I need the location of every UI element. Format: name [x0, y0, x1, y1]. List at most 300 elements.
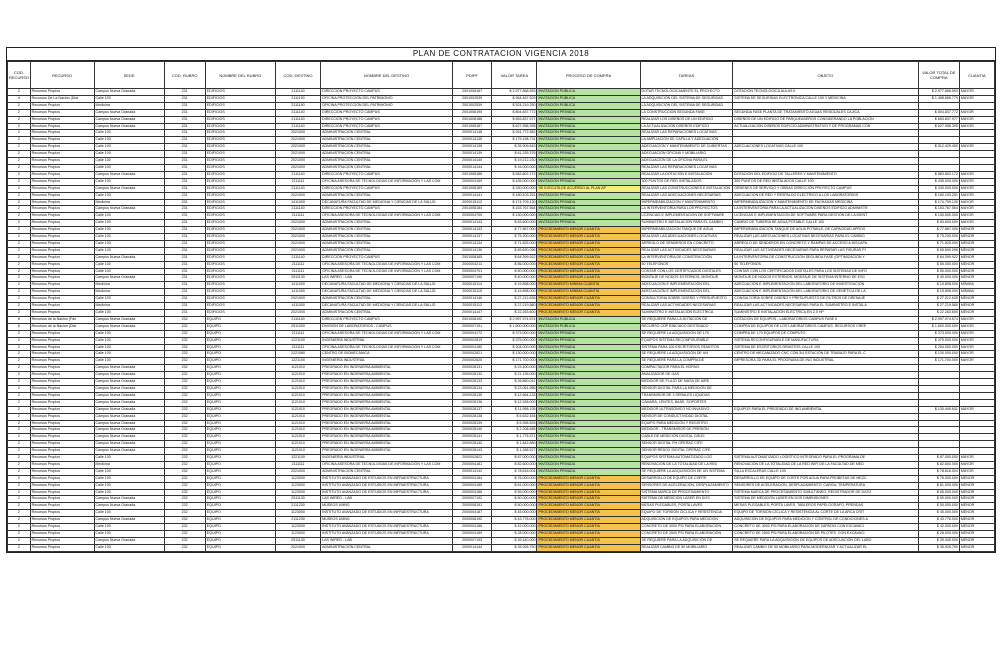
cell-nombre-rubro[interactable]: EQUIPO — [205, 455, 275, 462]
cell-sede[interactable]: Calle 100 — [94, 544, 164, 551]
cell-cod-recurso[interactable]: 2 — [8, 282, 31, 289]
cell-valor-tarea[interactable]: $ 1.842.880 — [492, 441, 537, 448]
cell-cuantia[interactable]: MENOR — [959, 482, 994, 489]
cell-pdipf[interactable]: 2000014147 — [453, 310, 492, 317]
cell-valor-tarea[interactable]: $ 39.440.000 — [492, 537, 537, 544]
cell-valor-tarea[interactable]: $ 87.000.000 — [492, 455, 537, 462]
cell-cod-destino[interactable]: 2111111 — [275, 268, 320, 275]
cell-tareas[interactable]: SUMINISTRO E INSTALACIÓN ELÉCTRICA — [640, 310, 733, 317]
cell-proceso-compra[interactable]: INVITACIÓN PRIVADA — [537, 158, 640, 165]
cell-valor-tarea[interactable]: $ 2.977.868.553 — [492, 89, 537, 96]
cell-nombre-destino[interactable]: ADMINISTRACIÓN CENTRAL — [321, 468, 453, 475]
cell-proceso-compra[interactable]: INVITACIÓN PRIVADA — [537, 171, 640, 178]
cell-valor-total[interactable] — [918, 130, 959, 137]
cell-valor-total[interactable]: $ 87.000.000 — [918, 455, 959, 462]
cell-cuantia[interactable]: MENOR — [959, 247, 994, 254]
cell-cod-recurso[interactable]: 2 — [8, 254, 31, 261]
cell-valor-total[interactable] — [918, 385, 959, 392]
cell-proceso-compra[interactable]: PROCEDIMIENTO MENOR CUANTÍA — [537, 303, 640, 310]
cell-cod-rubro[interactable]: 231 — [164, 95, 205, 102]
cell-tareas[interactable]: REALIZAR LAS CONSTRUCCIONES E INSTALACIÓN — [640, 185, 733, 192]
cell-cod-rubro[interactable]: 231 — [164, 192, 205, 199]
cell-valor-total[interactable]: $ 19.898.000 — [918, 289, 959, 296]
cell-nombre-rubro[interactable]: EQUIPO — [205, 344, 275, 351]
cell-nombre-rubro[interactable]: EDIFICIOS — [205, 151, 275, 158]
cell-cuantia[interactable]: MAYOR — [959, 406, 994, 413]
cell-proceso-compra[interactable]: INVITACIÓN PRIVADA — [537, 406, 640, 413]
cell-cod-recurso[interactable]: 2 — [8, 151, 31, 158]
cell-nombre-destino[interactable]: PREGRADO EN INGENIERÍA AMBIENTAL — [321, 365, 453, 372]
cell-cod-rubro[interactable]: 231 — [164, 254, 205, 261]
cell-tareas[interactable]: LA ACTUALIZACIÓN DISEÑOS EDIFICIO — [640, 123, 733, 130]
cell-proceso-compra[interactable]: INVITACIÓN PRIVADA — [537, 213, 640, 220]
cell-sede[interactable]: Calle 100 — [94, 192, 164, 199]
cell-pdipf[interactable]: 2000028136 — [453, 399, 492, 406]
cell-proceso-compra[interactable]: INVITACIÓN PRIVADA — [537, 164, 640, 171]
cell-objeto[interactable]: LICENCIAS E IMPLEMENTACIÓN DE SOFTWARE PARA GESTIÓN DE LA IDENT — [733, 213, 918, 220]
cell-cod-recurso[interactable]: 2 — [8, 413, 31, 420]
cell-nombre-rubro[interactable]: EDIFICIOS — [205, 261, 275, 268]
cell-tareas[interactable]: SISTEMA PARA 100 ESCRITORIOS REMOTOS — [640, 344, 733, 351]
cell-valor-tarea[interactable]: $ 2.208.585 — [492, 427, 537, 434]
cell-nombre-destino[interactable]: OFICINA PROTECCIÓN DEL PATRIMONIO — [321, 102, 453, 109]
cell-valor-total[interactable] — [918, 448, 959, 455]
cell-objeto[interactable]: CENTRO DE MECANIZADO CNC CON 3/4 ESTACIÓN DE TRABAJO PARA EL C — [733, 351, 918, 358]
cell-valor-tarea[interactable]: $ 1.600.000.000 — [492, 323, 537, 330]
cell-cod-rubro[interactable]: 231 — [164, 158, 205, 165]
cell-cod-destino[interactable]: 2021000 — [275, 130, 320, 137]
cell-cod-rubro[interactable]: 232 — [164, 537, 205, 544]
cell-cod-destino[interactable]: 2021000 — [275, 137, 320, 144]
cell-valor-total[interactable]: $ 50.000.000 — [918, 496, 959, 503]
cell-proceso-compra[interactable]: INVITACIÓN PRIVADA — [537, 448, 640, 455]
cell-cuantia[interactable]: MENOR — [959, 489, 994, 496]
cell-cod-destino[interactable]: 2021000 — [275, 164, 320, 171]
cell-sede[interactable]: Campus Nueva Granada — [94, 385, 164, 392]
cell-valor-total[interactable] — [918, 151, 959, 158]
cell-tareas[interactable]: RECURSO CDP RINCIADO DESTINADO — [640, 323, 733, 330]
cell-tareas[interactable]: DOTAR TECNOLÓGICAMENTE EL PROYECTO — [640, 89, 733, 96]
cell-cod-destino[interactable]: 1121010 — [275, 372, 320, 379]
cell-cuantia[interactable]: MAYOR — [959, 213, 994, 220]
cell-cod-rubro[interactable]: 231 — [164, 109, 205, 116]
cell-cod-recurso[interactable]: 2 — [8, 164, 31, 171]
cell-cod-recurso[interactable]: 2 — [8, 537, 31, 544]
cell-valor-total[interactable]: $ 373.000.000 — [918, 330, 959, 337]
cell-nombre-destino[interactable]: PREGRADO EN INGENIERÍA AMBIENTAL — [321, 399, 453, 406]
cell-nombre-rubro[interactable]: EDIFICIOS — [205, 296, 275, 303]
cell-nombre-rubro[interactable]: EQUIPO — [205, 316, 275, 323]
cell-valor-tarea[interactable]: $ 12.664.133 — [492, 392, 537, 399]
cell-sede[interactable]: Campus Nueva Granada — [94, 254, 164, 261]
cell-sede[interactable]: Campus Nueva Granada — [94, 448, 164, 455]
cell-nombre-rubro[interactable]: EDIFICIOS — [205, 275, 275, 282]
cell-cuantia[interactable] — [959, 385, 994, 392]
cell-tareas[interactable]: SE REQUIERE LA ADQUISICIÓN DE UN — [640, 351, 733, 358]
cell-tareas[interactable]: RENOVACIÓN DE LA TOTALIDAD DE LA RED — [640, 461, 733, 468]
cell-valor-total[interactable] — [918, 441, 959, 448]
cell-sede[interactable]: Campus Nueva Granada — [94, 441, 164, 448]
cell-tareas[interactable]: MEDIDOR ULTRASÓNICO NO INVASIVO — [640, 406, 733, 413]
cell-cuantia[interactable] — [959, 379, 994, 386]
cell-recurso[interactable]: Recursos Propios — [30, 234, 94, 241]
cell-pdipf[interactable]: 2000007193 — [453, 537, 492, 544]
cell-proceso-compra[interactable]: PROCEDIMIENTO MENOR CUANTÍA — [537, 489, 640, 496]
cell-pdipf[interactable]: 2000014141 — [453, 192, 492, 199]
cell-recurso[interactable]: Recursos Propios — [30, 489, 94, 496]
cell-proceso-compra[interactable]: INVITACIÓN PÚBLICA — [537, 89, 640, 96]
cell-nombre-destino[interactable]: PREGRADO EN INGENIERÍA AMBIENTAL — [321, 406, 453, 413]
cell-nombre-destino[interactable]: LAS WIRED - LAB — [321, 537, 453, 544]
cell-valor-tarea[interactable]: $ 83.600.000 — [492, 220, 537, 227]
cell-objeto[interactable]: ADECUACIÓN E IMPLEMENTACIÓN DEL LABORATORIO DE INVESTIGACIÓN — [733, 282, 918, 289]
cell-objeto[interactable]: SISTEMA DE SEGURIDAD ELECTRÓNICA CALLE 100 Y MEDICINA — [733, 95, 918, 102]
cell-valor-total[interactable]: $ 75.200.000 — [918, 234, 959, 241]
cell-nombre-rubro[interactable]: EDIFICIOS — [205, 158, 275, 165]
cell-cod-recurso[interactable]: 2 — [8, 109, 31, 116]
cell-cod-destino[interactable]: 1411000 — [275, 289, 320, 296]
cell-cuantia[interactable]: MENOR — [959, 227, 994, 234]
cell-sede[interactable]: Campus Nueva Granada — [94, 89, 164, 96]
cell-cod-destino[interactable]: 2111111 — [275, 344, 320, 351]
cell-nombre-destino[interactable]: DIRECCIÓN PROYECTO CAMPUS — [321, 123, 453, 130]
cell-cod-destino[interactable]: 2021000 — [275, 227, 320, 234]
cell-objeto[interactable]: SE REQUIERE PARA LA ADQUISICIÓN DE EQUIPOS DE ADECUACIÓN DEL LABO — [733, 537, 918, 544]
cell-objeto[interactable]: CONCRETO DE 2500 PSI PARA ELABORACIÓN DE PILOTES. CON EXCAVACI — [733, 531, 918, 538]
cell-cod-rubro[interactable]: 232 — [164, 344, 205, 351]
cell-cod-destino[interactable]: 2111140 — [275, 171, 320, 178]
cell-cuantia[interactable]: MAYOR — [959, 316, 994, 323]
cell-nombre-destino[interactable]: DECANATURA FACULTAD DE MEDICINA Y CIENCIAS DE LA SALUD — [321, 199, 453, 206]
cell-pdipf[interactable]: 2000014142 — [453, 468, 492, 475]
cell-cod-rubro[interactable]: 231 — [164, 199, 205, 206]
cell-cod-recurso[interactable]: 2 — [8, 330, 31, 337]
cell-cod-recurso[interactable]: 2 — [8, 351, 31, 358]
cell-proceso-compra[interactable]: INVITACIÓN PRIVADA — [537, 379, 640, 386]
cell-objeto[interactable] — [733, 413, 918, 420]
cell-cuantia[interactable]: MAYOR — [959, 455, 994, 462]
cell-valor-total[interactable]: $ 55.000.000 — [918, 489, 959, 496]
cell-recurso[interactable]: Recursos Propios — [30, 268, 94, 275]
cell-sede[interactable]: Calle 100 — [94, 510, 164, 517]
cell-tareas[interactable]: CONCRETO DE 3000 PSI PARA ELABORACIÓN — [640, 524, 733, 531]
cell-cod-rubro[interactable]: 232 — [164, 544, 205, 551]
cell-nombre-rubro[interactable]: EQUIPO — [205, 461, 275, 468]
cell-tareas[interactable]: LA INTERVENTORÍA DE CONSTRUCCIÓN — [640, 254, 733, 261]
cell-valor-tarea[interactable]: $ 11.958.195 — [492, 406, 537, 413]
cell-nombre-rubro[interactable]: EDIFICIOS — [205, 247, 275, 254]
cell-nombre-rubro[interactable]: EDIFICIOS — [205, 199, 275, 206]
cell-tareas[interactable]: REALIZAR LAS ACTIVIDADES NECESARIAS — [640, 247, 733, 254]
cell-tareas[interactable]: SUMINISTRO E INSTALACIÓN PARA EL CAMBIO — [640, 220, 733, 227]
cell-pdipf[interactable]: 2000014146 — [453, 296, 492, 303]
cell-pdipf[interactable]: 2000028132 — [453, 372, 492, 379]
cell-nombre-rubro[interactable]: EDIFICIOS — [205, 102, 275, 109]
cell-nombre-rubro[interactable]: EQUIPO — [205, 365, 275, 372]
cell-valor-tarea[interactable]: $ 583.802.172 — [492, 171, 537, 178]
cell-valor-total[interactable]: $ 43.778.000 — [918, 517, 959, 524]
cell-cuantia[interactable]: MENOR — [959, 240, 994, 247]
cell-nombre-rubro[interactable]: EDIFICIOS — [205, 289, 275, 296]
cell-recurso[interactable]: Recursos Propios — [30, 303, 94, 310]
cell-objeto[interactable] — [733, 151, 918, 158]
cell-valor-total[interactable]: $ 1.600.000.000 — [918, 323, 959, 330]
cell-valor-tarea[interactable]: $ 61.000.000 — [492, 482, 537, 489]
cell-nombre-rubro[interactable]: EQUIPO — [205, 420, 275, 427]
cell-recurso[interactable]: Recursos Propios — [30, 337, 94, 344]
cell-recurso[interactable]: Recursos Propios — [30, 448, 94, 455]
cell-valor-total[interactable] — [918, 427, 959, 434]
cell-cod-rubro[interactable]: 232 — [164, 427, 205, 434]
cell-cod-rubro[interactable]: 231 — [164, 185, 205, 192]
cell-valor-tarea[interactable]: $ 330.000.000 — [492, 185, 537, 192]
cell-cod-recurso[interactable]: 6 — [8, 316, 31, 323]
cell-tareas[interactable]: ADECUACIÓN E IMPLEMENTACIÓN DEL — [640, 282, 733, 289]
cell-nombre-rubro[interactable]: EDIFICIOS — [205, 192, 275, 199]
cell-tareas[interactable]: SENSOR DIGITAL PH OPERAC C/FE — [640, 441, 733, 448]
cell-valor-tarea[interactable]: $ 373.000.000 — [492, 330, 537, 337]
cell-valor-total[interactable] — [918, 399, 959, 406]
cell-valor-tarea[interactable]: $ 76.000.000 — [492, 475, 537, 482]
cell-cod-rubro[interactable]: 231 — [164, 123, 205, 130]
cell-valor-tarea[interactable]: $ 61.335.376 — [492, 151, 537, 158]
cell-pdipf[interactable]: 2000015113 — [453, 199, 492, 206]
cell-proceso-compra[interactable]: INVITACIÓN PRIVADA — [537, 144, 640, 151]
cell-objeto[interactable] — [733, 392, 918, 399]
cell-cuantia[interactable]: MAYOR — [959, 123, 994, 130]
cell-recurso[interactable]: Recursos De La Nación (Dist — [30, 95, 94, 102]
cell-nombre-rubro[interactable]: EQUIPO — [205, 475, 275, 482]
cell-cod-recurso[interactable]: 2 — [8, 448, 31, 455]
cell-cod-rubro[interactable]: 231 — [164, 116, 205, 123]
cell-recurso[interactable]: Recursos Propios — [30, 344, 94, 351]
cell-cuantia[interactable]: MENOR — [959, 254, 994, 261]
cell-sede[interactable]: Calle 100 — [94, 227, 164, 234]
cell-recurso[interactable]: Recursos Propios — [30, 178, 94, 185]
cell-cod-rubro[interactable]: 231 — [164, 89, 205, 96]
cell-proceso-compra[interactable]: INVITACIÓN PRIVADA — [537, 358, 640, 365]
cell-nombre-rubro[interactable]: EDIFICIOS — [205, 178, 275, 185]
cell-cod-destino[interactable]: 1411000 — [275, 303, 320, 310]
cell-tareas[interactable]: SISTEMA MARCA DE PROCESAMIENTO — [640, 489, 733, 496]
cell-nombre-rubro[interactable]: EDIFICIOS — [205, 206, 275, 213]
cell-proceso-compra[interactable]: INVITACIÓN PRIVADA — [537, 372, 640, 379]
cell-cuantia[interactable]: MAYOR — [959, 323, 994, 330]
cell-valor-total[interactable] — [918, 379, 959, 386]
cell-nombre-destino[interactable]: OFICINA ASESORA DE TECNOLOGÍAS DE INFORMACIÓN Y LAS COM — [321, 213, 453, 220]
cell-valor-tarea[interactable]: $ 653.837.977 — [492, 116, 537, 123]
cell-proceso-compra[interactable]: PROCEDIMIENTO MÍNIMA CUANTÍA — [537, 289, 640, 296]
cell-objeto[interactable] — [733, 130, 918, 137]
cell-cod-destino[interactable]: 2111111 — [275, 461, 320, 468]
cell-proceso-compra[interactable]: INVITACIÓN PRIVADA — [537, 455, 640, 462]
cell-valor-total[interactable]: $ 27.219.580 — [918, 303, 959, 310]
cell-tareas[interactable]: LA AMPLIACIÓN DE CAPILLA Y ADECUACIÓN — [640, 137, 733, 144]
cell-cod-destino[interactable]: 2021000 — [275, 310, 320, 317]
cell-cod-destino[interactable]: 1123000 — [275, 524, 320, 531]
cell-nombre-rubro[interactable]: EQUIPO — [205, 510, 275, 517]
cell-proceso-compra[interactable]: INVITACIÓN PRIVADA — [537, 151, 640, 158]
cell-valor-total[interactable] — [918, 372, 959, 379]
cell-recurso[interactable]: Recursos Propios — [30, 427, 94, 434]
cell-objeto[interactable]: SILLA ESCALERAS CALLE 100 — [733, 468, 918, 475]
cell-sede[interactable]: Campus Nueva Granada — [94, 496, 164, 503]
cell-cod-rubro[interactable]: 232 — [164, 510, 205, 517]
cell-cod-rubro[interactable]: 231 — [164, 282, 205, 289]
cell-sede[interactable]: Campus Nueva Granada — [94, 537, 164, 544]
cell-nombre-destino[interactable]: ADMINISTRACIÓN CENTRAL — [321, 234, 453, 241]
cell-valor-total[interactable]: $ 76.000.000 — [918, 475, 959, 482]
cell-cuantia[interactable]: MENOR — [959, 310, 994, 317]
cell-valor-tarea[interactable]: $ 65.690.096 — [492, 247, 537, 254]
cell-tareas[interactable]: 300 PUNTOS DE RED INSTALADOS — [640, 178, 733, 185]
cell-recurso[interactable]: Recursos Propios — [30, 254, 94, 261]
cell-nombre-destino[interactable]: PREGRADO EN INGENIERÍA AMBIENTAL — [321, 392, 453, 399]
cell-proceso-compra[interactable]: PROCEDIMIENTO MENOR CUANTÍA — [537, 482, 640, 489]
cell-nombre-destino[interactable]: INGENIERÍA INDUSTRIAL — [321, 455, 453, 462]
cell-proceso-compra[interactable]: PROCEDIMIENTO MENOR CUANTÍA — [537, 275, 640, 282]
cell-sede[interactable]: Calle 100 — [94, 144, 164, 151]
cell-valor-total[interactable] — [918, 158, 959, 165]
cell-cod-destino[interactable]: 1123000 — [275, 531, 320, 538]
cell-cuantia[interactable]: MENOR — [959, 275, 994, 282]
cell-sede[interactable]: Calle 100 — [94, 151, 164, 158]
cell-sede[interactable]: Campus Nueva Granada — [94, 503, 164, 510]
cell-nombre-destino[interactable]: PREGRADO EN INGENIERÍA AMBIENTAL — [321, 441, 453, 448]
cell-sede[interactable]: Calle 100 — [94, 220, 164, 227]
cell-tareas[interactable]: 50 TELÉFONOS — [640, 261, 733, 268]
cell-cod-destino[interactable]: 2021000 — [275, 158, 320, 165]
cell-recurso[interactable]: Recursos Propios — [30, 116, 94, 123]
cell-cod-destino[interactable]: 1121010 — [275, 420, 320, 427]
cell-valor-tarea[interactable]: $ 2.997.974.574 — [492, 316, 537, 323]
cell-valor-tarea[interactable]: $ 23.061.986 — [492, 385, 537, 392]
cell-cod-destino[interactable]: 2021000 — [275, 151, 320, 158]
cell-valor-total[interactable]: $ 27.212.635 — [918, 296, 959, 303]
cell-cuantia[interactable]: MENOR — [959, 503, 994, 510]
cell-objeto[interactable]: MESAS PLEGABLES, PORTA LAVES, TABLEROS PAPELÓGRAFO, PRENDAS — [733, 503, 918, 510]
cell-recurso[interactable]: Recursos Propios — [30, 351, 94, 358]
cell-objeto[interactable]: SISTEMA AUTOMATIZADO LOGÍSTICO INTEGRADO PARA EL PROGRAMA DE — [733, 455, 918, 462]
cell-cod-rubro[interactable]: 231 — [164, 144, 205, 151]
cell-sede[interactable]: Medicina — [94, 282, 164, 289]
cell-valor-total[interactable] — [918, 392, 959, 399]
cell-pdipf[interactable]: 2000014133 — [453, 227, 492, 234]
cell-recurso[interactable]: Recursos Propios — [30, 185, 94, 192]
cell-pdipf[interactable]: 2000014140 — [453, 158, 492, 165]
cell-cod-destino[interactable]: 2511130 — [275, 275, 320, 282]
cell-recurso[interactable]: Recursos Propios — [30, 379, 94, 386]
cell-cod-destino[interactable]: 2021000 — [275, 240, 320, 247]
cell-cod-recurso[interactable]: 2 — [8, 496, 31, 503]
cell-cod-destino[interactable]: 2511130 — [275, 496, 320, 503]
cell-cuantia[interactable]: MENOR — [959, 517, 994, 524]
cell-tareas[interactable]: CABLE DE MEDICIÓN DIGITAL C/8/10 — [640, 434, 733, 441]
cell-sede[interactable]: Campus Nueva Granada — [94, 413, 164, 420]
cell-nombre-rubro[interactable]: EQUIPO — [205, 406, 275, 413]
cell-cuantia[interactable] — [959, 137, 994, 144]
cell-valor-tarea[interactable]: $ 627.958.395 — [492, 123, 537, 130]
cell-cod-destino[interactable]: 2111140 — [275, 316, 320, 323]
cell-cuantia[interactable]: MAYOR — [959, 185, 994, 192]
cell-objeto[interactable]: MONTAJE DE NODOS EXTERNOS, MONTAJE DE SISTEMA INTERNO DE ESC — [733, 275, 918, 282]
cell-proceso-compra[interactable]: INVITACIÓN PRIVADA — [537, 206, 640, 213]
cell-cod-recurso[interactable]: 2 — [8, 531, 31, 538]
cell-recurso[interactable]: Recursos Propios — [30, 496, 94, 503]
cell-tareas[interactable]: REALIZAR LAS ADECUACIONES LOCATIVAS — [640, 234, 733, 241]
cell-cod-rubro[interactable]: 232 — [164, 420, 205, 427]
cell-nombre-destino[interactable]: OFICINA ASESORA DE TECNOLOGÍAS DE INFORMACIÓN Y LAS COM — [321, 178, 453, 185]
cell-nombre-destino[interactable]: OFICINA ASESORA DE TECNOLOGÍAS DE INFORMACIÓN Y LAS COM — [321, 330, 453, 337]
cell-pdipf[interactable]: 2000002819 — [453, 337, 492, 344]
cell-cod-recurso[interactable]: 2 — [8, 503, 31, 510]
cell-tareas[interactable]: ADECUACIÓN OFICINA Y MOBILIARIO — [640, 151, 733, 158]
cell-recurso[interactable]: Recursos Propios — [30, 413, 94, 420]
cell-pdipf[interactable]: 2001008188 — [453, 116, 492, 123]
cell-cod-rubro[interactable]: 232 — [164, 379, 205, 386]
cell-nombre-rubro[interactable]: EQUIPO — [205, 392, 275, 399]
cell-sede[interactable]: Campus Nueva Granada — [94, 406, 164, 413]
cell-cuantia[interactable] — [959, 151, 994, 158]
cell-recurso[interactable]: Recursos de la Nación (Dist — [30, 323, 94, 330]
cell-cod-recurso[interactable]: 4 — [8, 95, 31, 102]
cell-nombre-rubro[interactable]: EDIFICIOS — [205, 213, 275, 220]
cell-cod-rubro[interactable]: 232 — [164, 365, 205, 372]
cell-nombre-rubro[interactable]: EDIFICIOS — [205, 123, 275, 130]
cell-pdipf[interactable]: 2000028135 — [453, 392, 492, 399]
cell-cod-destino[interactable]: 1121010 — [275, 392, 320, 399]
cell-objeto[interactable]: IMPRESORA 3D PARA EL PROGRAMA DE ING INDUSTRIAL — [733, 358, 918, 365]
cell-pdipf[interactable]: 2000004180 — [453, 344, 492, 351]
cell-nombre-destino[interactable]: ADMINISTRACIÓN CENTRAL — [321, 144, 453, 151]
cell-proceso-compra[interactable]: PROCEDIMIENTO MENOR CUANTÍA — [537, 544, 640, 551]
cell-proceso-compra[interactable]: PROCEDIMIENTO MENOR CUANTÍA — [537, 517, 640, 524]
cell-tareas[interactable]: SE REQUIERE PARA LA COMPRA DE — [640, 358, 733, 365]
cell-pdipf[interactable]: 2001008187 — [453, 123, 492, 130]
cell-proceso-compra[interactable]: PROCEDIMIENTO MENOR CUANTÍA — [537, 524, 640, 531]
cell-pdipf[interactable]: 2000015115 — [453, 289, 492, 296]
cell-pdipf[interactable]: 2001008190 — [453, 109, 492, 116]
cell-recurso[interactable]: Recursos Propios — [30, 109, 94, 116]
cell-cod-recurso[interactable]: 2 — [8, 303, 31, 310]
cell-cod-destino[interactable]: 2511130 — [275, 537, 320, 544]
cell-cod-recurso[interactable]: 2 — [8, 102, 31, 109]
cell-tareas[interactable]: ADQUISICIÓN DE EQUIPOS PARA MEDICIÓN — [640, 517, 733, 524]
cell-nombre-destino[interactable]: DIRECCIÓN PROYECTO CAMPUS — [321, 109, 453, 116]
cell-recurso[interactable]: Recursos Propios — [30, 330, 94, 337]
cell-cuantia[interactable] — [959, 130, 994, 137]
cell-proceso-compra[interactable]: INVITACIÓN PRIVADA — [537, 413, 640, 420]
cell-recurso[interactable]: Recursos de la Nación (Fdn — [30, 316, 94, 323]
cell-objeto[interactable]: COMPRA DE EQUIPOS DE LOS LABORATORIOS CAMPUS. RECURSOS CREE — [733, 323, 918, 330]
cell-tareas[interactable]: DESARROLLO DE EQUIPO DE CORTE — [640, 475, 733, 482]
cell-cod-recurso[interactable]: 2 — [8, 358, 31, 365]
cell-cod-recurso[interactable]: 2 — [8, 206, 31, 213]
cell-cod-recurso[interactable]: 2 — [8, 544, 31, 551]
cell-tareas[interactable]: SENSOR DE CONDUCTIVIDAD DIGITAL — [640, 413, 733, 420]
cell-valor-total[interactable]: $ 171.700.000 — [918, 358, 959, 365]
cell-valor-total[interactable]: $ 42.000.000 — [918, 524, 959, 531]
cell-cod-recurso[interactable]: 2 — [8, 427, 31, 434]
cell-cod-recurso[interactable]: 2 — [8, 171, 31, 178]
cell-nombre-destino[interactable]: DIRECCIÓN PROYECTO CAMPUS — [321, 206, 453, 213]
cell-recurso[interactable]: Recursos Propios — [30, 296, 94, 303]
cell-tareas[interactable]: SENSOR REDOX DIGITAL OPERAC C/FE — [640, 448, 733, 455]
cell-cod-rubro[interactable]: 231 — [164, 213, 205, 220]
cell-cod-destino[interactable]: 2511000 — [275, 323, 320, 330]
cell-cuantia[interactable]: MAYOR — [959, 330, 994, 337]
cell-pdipf[interactable]: 2001008189 — [453, 185, 492, 192]
